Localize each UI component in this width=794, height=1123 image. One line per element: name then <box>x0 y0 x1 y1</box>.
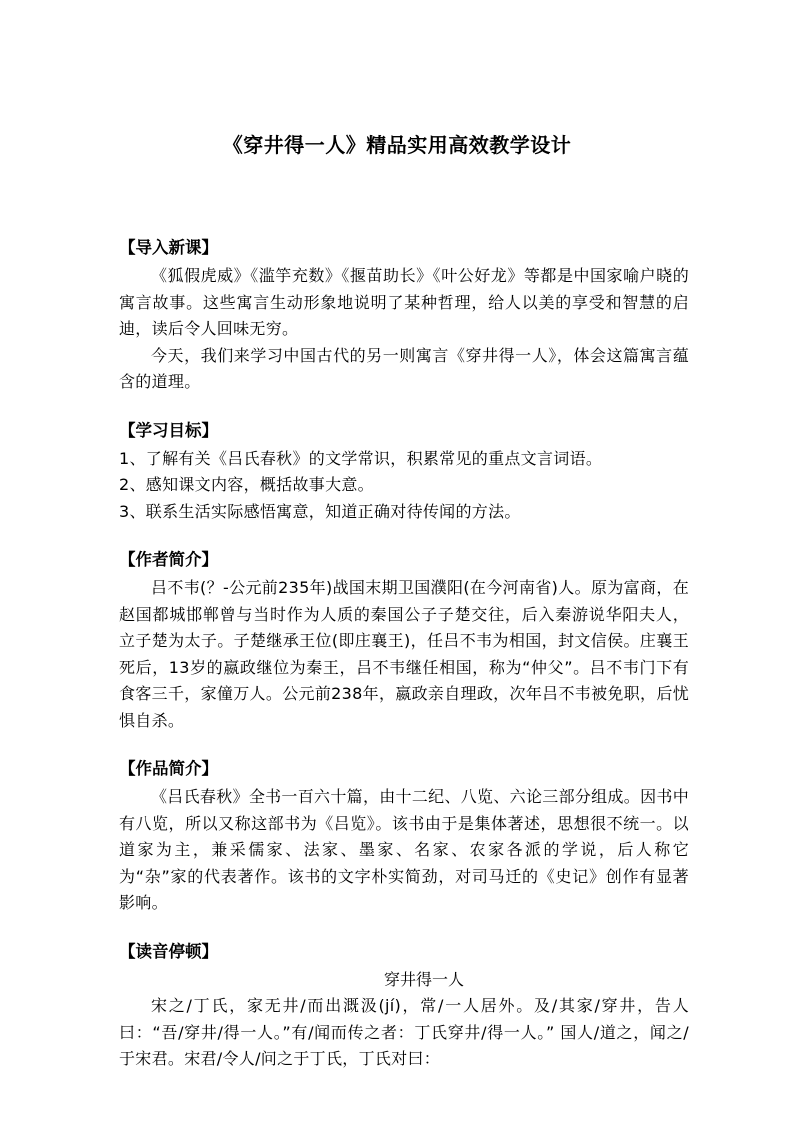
section-heading-intro: 【导入新课】 <box>119 238 218 257</box>
section-goals <box>119 416 689 526</box>
goal-item-3: 3、联系生活实际感悟寓意，知道正确对待传闻的方法。 <box>119 501 521 521</box>
section-spacer <box>119 917 689 937</box>
document-title: 《穿井得一人》精品实用高效教学设计 <box>222 133 572 157</box>
section-heading-work: 【作品简介】 <box>119 759 218 778</box>
section-spacer <box>119 525 689 545</box>
section-spacer <box>119 734 689 754</box>
section-spacer <box>119 396 689 416</box>
intro-paragraph-1: 《狐假虎威》《滥竽充数》《揠苗助长》《叶公好龙》等都是中国家喻户晓的寓言故事。这些寓言生动形象地说明了某种哲理，给人以美的享受和智慧的启迪，读后令人回味无穷。 <box>119 266 689 338</box>
work-paragraph: 《吕氏春秋》全书一百六十篇，由十二纪、八览、六论三部分组成。因书中有八览，所以又称这部书为《吕览》。该书由于是集体著述，思想很不统一。以道家为主，兼采儒家、法家、墨家、名家、农家各派的学说，后人称它为“杂”家的代表著作。该书的文字朴实简劲，对司马迁的《史记》创作有显著影响。 <box>119 787 689 912</box>
section-work <box>119 754 689 917</box>
section-reading <box>119 937 689 1073</box>
goal-item-2: 2、感知课文内容，概括故事大意。 <box>119 475 374 494</box>
section-heading-reading: 【读音停顿】 <box>119 941 218 961</box>
intro-paragraph-2: 今天，我们来学习中国古代的另一则寓言《穿井得一人》，体会这篇寓言蕴含的道理。 <box>119 345 689 391</box>
author-paragraph: 吕不韦(？-公元前235年)战国末期卫国濮阳(在今河南省)人。原为富商，在赵国都城邯郸曾与当时作为人质的秦国公子子楚交往，后入秦游说华阳夫人，立子楚为太子。子楚继承王位(即庄襄王)，任吕不韦为相国，封文信侯。庄襄王死后，13岁的嬴政继位为秦王，吕不韦继任相国，称为“仲父”。吕不韦门下有食客三千，家僮万人。公元前238年，嬴政亲自理政，次年吕不韦被免职，后忧惧自杀。 <box>119 578 689 730</box>
section-author <box>119 545 689 734</box>
section-intro <box>119 233 689 396</box>
section-heading-author: 【作者简介】 <box>119 550 218 569</box>
reading-text-title: 穿井得一人 <box>383 969 464 989</box>
document-body <box>119 233 689 1073</box>
goal-item-1: 1、了解有关《吕氏春秋》的文学常识，积累常见的重点文言词语。 <box>119 448 603 468</box>
section-heading-goals: 【学习目标】 <box>119 420 218 440</box>
reading-paragraph: 宋之/丁氏，家无井/而出溉汲(jí)，常/一人居外。及/其家/穿井，告人曰：“吾/穿井/得一人。”有/闻而传之者：丁氏穿井/得一人。” 国人/道之，闻之/于宋君。宋君/令人/问之于丁氏，丁氏对曰： <box>119 996 689 1068</box>
